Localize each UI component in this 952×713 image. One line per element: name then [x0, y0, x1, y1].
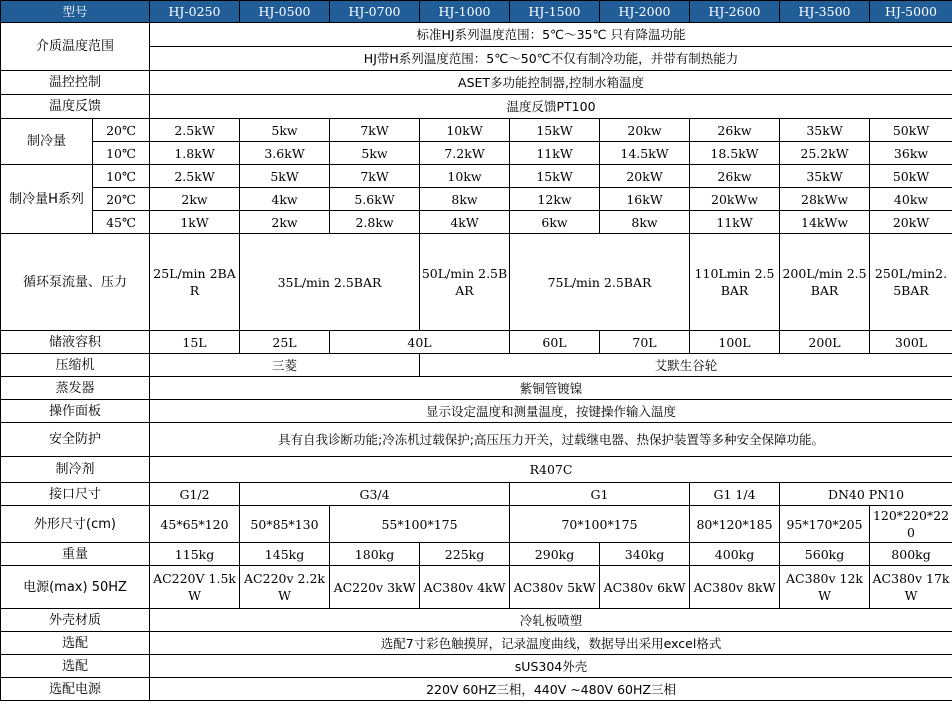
row-label: 选配 — [1, 655, 150, 678]
interface-cell: G1 1/4 — [690, 483, 780, 506]
value-cell: 35kW — [780, 119, 870, 142]
tank-cell: 25L — [240, 331, 330, 354]
dimension-cell: 50*85*130 — [240, 506, 330, 543]
row-label: 温度反馈 — [1, 95, 150, 119]
cooling-h-row — [1, 211, 952, 234]
tank-cell: 40L — [330, 331, 510, 354]
value-cell: 36kw — [870, 142, 952, 165]
value-cell: 10kw — [420, 165, 510, 188]
value-cell: 11kW — [510, 142, 600, 165]
refrigerant-value: R407C — [150, 457, 952, 483]
interface-cell: G1/2 — [150, 483, 240, 506]
dimensions-row — [1, 506, 952, 543]
power-cell: AC380v 12kW — [780, 566, 870, 609]
power-cell: AC220v 3kW — [330, 566, 420, 609]
temp-cell: 20℃ — [93, 119, 150, 142]
temp-control-row — [1, 71, 952, 95]
weight-cell: 340kg — [600, 543, 690, 566]
shell-value: 冷轧板喷塑 — [150, 609, 952, 632]
temp-feedback-row — [1, 95, 952, 119]
cooling-row — [1, 119, 952, 142]
value-cell: 20kWw — [690, 188, 780, 211]
weight-cell: 145kg — [240, 543, 330, 566]
value-cell: 5kw — [240, 119, 330, 142]
compressor-cell: 艾默生谷轮 — [420, 354, 952, 377]
value-cell: 26kw — [690, 165, 780, 188]
value-cell: 7kW — [330, 119, 420, 142]
model-header: HJ-0700 — [330, 1, 420, 23]
model-header: HJ-5000 — [870, 1, 952, 23]
refrigerant-row — [1, 457, 952, 483]
row-label: 电源(max) 50HZ — [1, 566, 150, 609]
row-label: 制冷剂 — [1, 457, 150, 483]
pump-cell: 50L/min 2.5BAR — [420, 234, 510, 331]
value-cell: 2.5kW — [150, 165, 240, 188]
temp-range-standard: 标准HJ系列温度范围：5℃～35℃ 只有降温功能 — [150, 23, 952, 47]
power-cell: AC220V 1.5kW — [150, 566, 240, 609]
safety-row — [1, 423, 952, 457]
value-cell: 15kW — [510, 119, 600, 142]
panel-row — [1, 400, 952, 423]
value-cell: 12kw — [510, 188, 600, 211]
row-label: 储液容积 — [1, 331, 150, 354]
row-label: 制冷量 — [1, 119, 93, 165]
value-cell: 7kW — [330, 165, 420, 188]
pump-cell: 200L/min 2.5BAR — [780, 234, 870, 331]
model-header: HJ-2000 — [600, 1, 690, 23]
dimension-cell: 45*65*120 — [150, 506, 240, 543]
value-cell: 16kW — [600, 188, 690, 211]
row-label: 压缩机 — [1, 354, 150, 377]
row-label: 操作面板 — [1, 400, 150, 423]
weight-cell: 290kg — [510, 543, 600, 566]
weight-cell: 180kg — [330, 543, 420, 566]
tank-cell: 15L — [150, 331, 240, 354]
value-cell: 4kW — [420, 211, 510, 234]
value-cell: 11kW — [690, 211, 780, 234]
value-cell: 1.8kW — [150, 142, 240, 165]
row-label: 选配电源 — [1, 678, 150, 701]
safety-value: 具有自我诊断功能;冷冻机过载保护;高压压力开关，过载继电器、热保护装置等多种安全保障功能。 — [150, 423, 952, 457]
option-value: sUS304外壳 — [150, 655, 952, 678]
value-cell: 20kW — [600, 165, 690, 188]
value-cell: 5.6kW — [330, 188, 420, 211]
value-cell: 7.2kW — [420, 142, 510, 165]
tank-cell: 200L — [780, 331, 870, 354]
value-cell: 26kw — [690, 119, 780, 142]
power-row — [1, 566, 952, 609]
value-cell: 50kW — [870, 165, 952, 188]
model-header: HJ-0250 — [150, 1, 240, 23]
row-label: 外形尺寸(cm) — [1, 506, 150, 543]
value-cell: 15kW — [510, 165, 600, 188]
dimension-cell: 120*220*220 — [870, 506, 952, 543]
temp-range-h-series: HJ带H系列温度范围：5℃～50℃不仅有制冷功能，并带有制热能力 — [150, 47, 952, 71]
cooling-h-row — [1, 188, 952, 211]
value-cell: 2kw — [150, 188, 240, 211]
power-cell: AC380v 17kW — [870, 566, 952, 609]
interface-cell: G1 — [510, 483, 690, 506]
row-label: 重量 — [1, 543, 150, 566]
pump-cell: 110Lmin 2.5BAR — [690, 234, 780, 331]
value-cell: 5kw — [330, 142, 420, 165]
temp-feedback-value: 温度反馈PT100 — [150, 95, 952, 119]
dimension-cell: 70*100*175 — [510, 506, 690, 543]
interface-cell: G3/4 — [240, 483, 510, 506]
model-header: HJ-2600 — [690, 1, 780, 23]
row-label: 蒸发器 — [1, 377, 150, 400]
model-header: HJ-3500 — [780, 1, 870, 23]
row-label: 介质温度范围 — [1, 23, 150, 71]
value-cell: 10kW — [420, 119, 510, 142]
shell-row — [1, 609, 952, 632]
value-cell: 5kW — [240, 165, 330, 188]
temp-cell: 10℃ — [93, 165, 150, 188]
value-cell: 6kw — [510, 211, 600, 234]
value-cell: 50kW — [870, 119, 952, 142]
power-cell: AC380v 6kW — [600, 566, 690, 609]
value-cell: 20kW — [870, 211, 952, 234]
dimension-cell: 80*120*185 — [690, 506, 780, 543]
dimension-cell: 55*100*175 — [330, 506, 510, 543]
weight-cell: 225kg — [420, 543, 510, 566]
row-label: 循环泵流量、压力 — [1, 234, 150, 331]
compressor-cell: 三菱 — [150, 354, 420, 377]
weight-cell: 400kg — [690, 543, 780, 566]
header-row — [1, 1, 952, 23]
pump-row — [1, 234, 952, 331]
power-cell: AC380v 8kW — [690, 566, 780, 609]
evaporator-value: 紫铜管镀镍 — [150, 377, 952, 400]
row-label: 接口尺寸 — [1, 483, 150, 506]
power-cell: AC220v 2.2kW — [240, 566, 330, 609]
cooling-h-row — [1, 165, 952, 188]
temp-control-value: ASET多功能控制器,控制水箱温度 — [150, 71, 952, 95]
row-label: 温控控制 — [1, 71, 150, 95]
tank-cell: 300L — [870, 331, 952, 354]
pump-cell: 25L/min 2BAR — [150, 234, 240, 331]
option-value: 选配7寸彩色触摸屏，记录温度曲线，数据导出采用excel格式 — [150, 632, 952, 655]
row-label: 制冷量H系列 — [1, 165, 93, 234]
option-power-value: 220V 60HZ三相，440V ~480V 60HZ三相 — [150, 678, 952, 701]
value-cell: 25.2kW — [780, 142, 870, 165]
power-cell: AC380v 5kW — [510, 566, 600, 609]
value-cell: 8kw — [420, 188, 510, 211]
temp-range-row — [1, 23, 952, 47]
value-cell: 14kWw — [780, 211, 870, 234]
row-label: 选配 — [1, 632, 150, 655]
value-cell: 14.5kW — [600, 142, 690, 165]
power-cell: AC380v 4kW — [420, 566, 510, 609]
value-cell: 20kw — [600, 119, 690, 142]
tank-cell: 100L — [690, 331, 780, 354]
model-header: HJ-0500 — [240, 1, 330, 23]
weight-cell: 800kg — [870, 543, 952, 566]
row-label: 外壳材质 — [1, 609, 150, 632]
model-header: HJ-1500 — [510, 1, 600, 23]
value-cell: 2kw — [240, 211, 330, 234]
tank-cell: 70L — [600, 331, 690, 354]
row-label: 安全防护 — [1, 423, 150, 457]
value-cell: 2.5kW — [150, 119, 240, 142]
value-cell: 18.5kW — [690, 142, 780, 165]
value-cell: 40kw — [870, 188, 952, 211]
pump-cell: 250L/min2.5BAR — [870, 234, 952, 331]
temp-cell: 10℃ — [93, 142, 150, 165]
dimension-cell: 95*170*205 — [780, 506, 870, 543]
value-cell: 1kW — [150, 211, 240, 234]
value-cell: 8kw — [600, 211, 690, 234]
temp-cell: 45℃ — [93, 211, 150, 234]
value-cell: 3.6kW — [240, 142, 330, 165]
header-label: 型号 — [1, 1, 150, 23]
weight-cell: 115kg — [150, 543, 240, 566]
value-cell: 35kW — [780, 165, 870, 188]
pump-cell: 75L/min 2.5BAR — [510, 234, 690, 331]
compressor-row — [1, 354, 952, 377]
panel-value: 显示设定温度和测量温度，按键操作输入温度 — [150, 400, 952, 423]
value-cell: 28kWw — [780, 188, 870, 211]
weight-row — [1, 543, 952, 566]
weight-cell: 560kg — [780, 543, 870, 566]
tank-row — [1, 331, 952, 354]
option-row — [1, 655, 952, 678]
interface-cell: DN40 PN10 — [780, 483, 952, 506]
option-power-row — [1, 678, 952, 701]
cooling-row — [1, 142, 952, 165]
temp-cell: 20℃ — [93, 188, 150, 211]
model-header: HJ-1000 — [420, 1, 510, 23]
evaporator-row — [1, 377, 952, 400]
tank-cell: 60L — [510, 331, 600, 354]
value-cell: 4kw — [240, 188, 330, 211]
interface-row — [1, 483, 952, 506]
pump-cell: 35L/min 2.5BAR — [240, 234, 420, 331]
option-row — [1, 632, 952, 655]
value-cell: 2.8kw — [330, 211, 420, 234]
